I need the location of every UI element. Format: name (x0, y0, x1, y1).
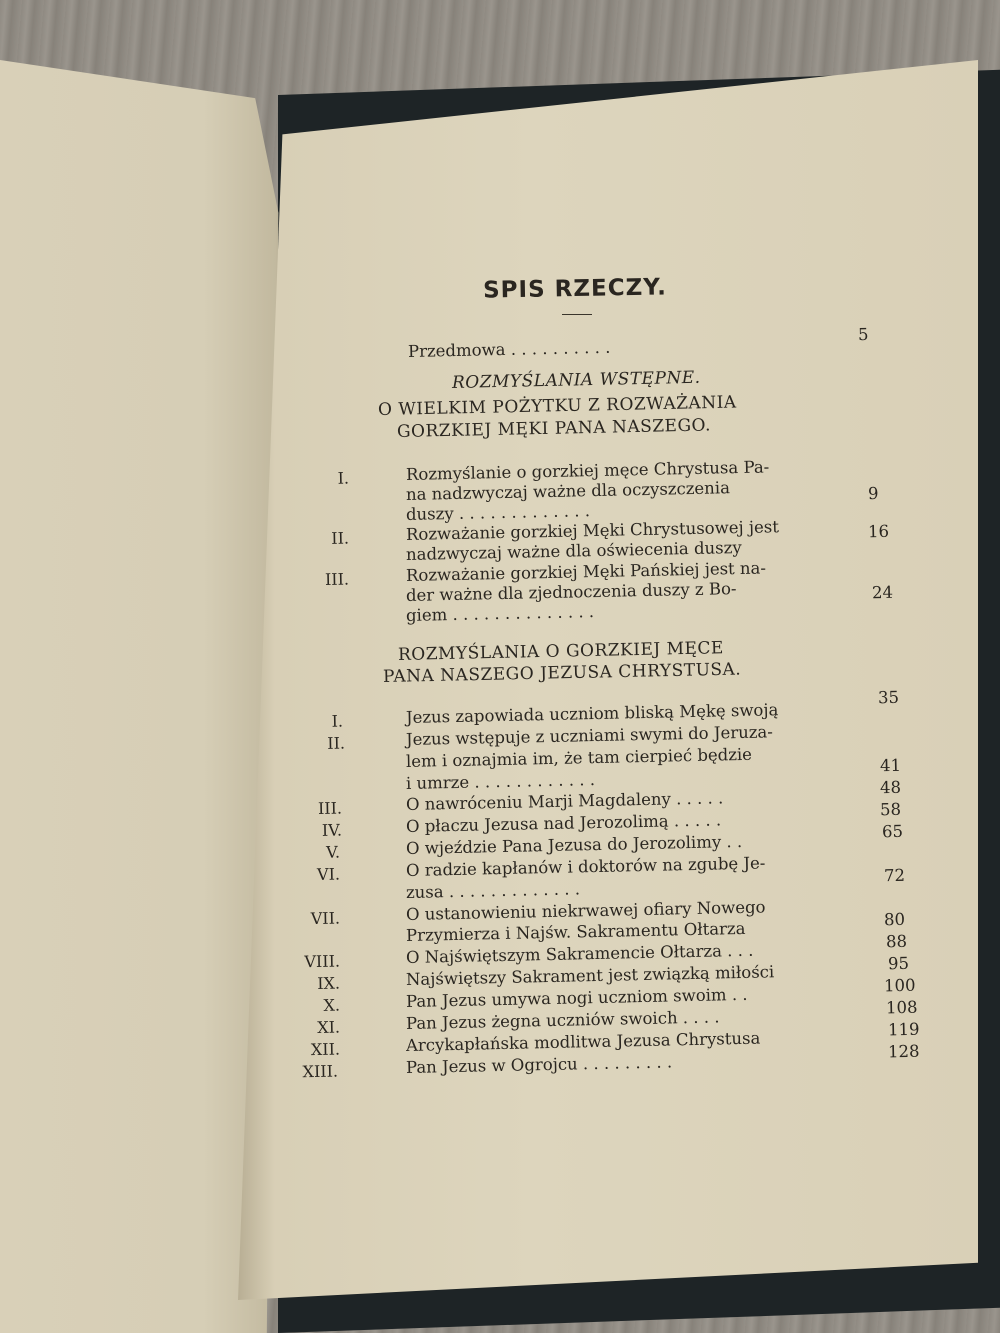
toc-entry-text: lem i oznajmia im, że tam cierpieć będzie (405, 744, 753, 771)
page-title: SPIS RZECZY. (482, 274, 668, 304)
toc-entry-number: IV. (321, 820, 343, 840)
toc-entry-number: III. (324, 569, 350, 589)
toc-entry-text: Pan Jezus żegna uczniów swoich . . . . (405, 1007, 720, 1033)
toc-entry-text: O Najświętszym Sakramencie Ołtarza . . . (405, 940, 754, 967)
toc-entry-page: 41 (879, 755, 902, 776)
toc-entry-page: 35 (877, 687, 900, 708)
toc-entry-text: Pan Jezus w Ogrojcu . . . . . . . . . (405, 1052, 673, 1077)
toc-entry-text: GORZKIEJ MĘKI PANA NASZEGO. (396, 415, 712, 442)
toc-entry-text: zusa . . . . . . . . . . . . . (405, 879, 581, 902)
toc-entry-page: 100 (883, 975, 916, 996)
toc-entry-text: Rozważanie gorzkiej Męki Pańskiej jest na- (405, 558, 767, 585)
toc-entry-number: II. (327, 733, 346, 753)
toc-entry-text: Arcykapłańska modlitwa Jezusa Chrystusa (405, 1028, 761, 1055)
toc-entry-text: O nawróceniu Marji Magdaleny . . . . . (405, 788, 724, 814)
toc-entry-text: O radzie kapłanów i doktorów na zgubę Je- (405, 853, 766, 880)
toc-entry-text: na nadzwyczaj ważne dla oczyszczenia (405, 478, 731, 504)
toc-entry-page: 72 (883, 865, 906, 886)
toc-entry-number: XII. (310, 1039, 341, 1060)
toc-entry-text: O płaczu Jezusa nad Jerozolimą . . . . . (405, 810, 722, 836)
toc-entry-page: 9 (867, 483, 879, 504)
toc-entry-text: Jezus zapowiada uczniom bliską Mękę swoją (405, 700, 779, 727)
toc-entry-number: V. (325, 842, 341, 862)
toc-entry-number: II. (331, 528, 350, 548)
toc-entry-number: I. (331, 711, 344, 731)
toc-entry-text: i umrze . . . . . . . . . . . . (405, 770, 596, 793)
toc-entry-text: O WIELKIM POŻYTKU Z ROZWAŻANIA (377, 392, 737, 420)
toc-entry-text: PANA NASZEGO JEZUSA CHRYSTUSA. (382, 659, 742, 687)
toc-entry-text: Rozmyślanie o gorzkiej męce Chrystusa Pa- (405, 457, 770, 484)
toc-entry-number: X. (323, 995, 341, 1015)
toc-entry-text: ROZMYŚLANIA O GORZKIEJ MĘCE (397, 638, 725, 665)
toc-entry-page: 128 (887, 1041, 920, 1062)
toc-entry-number: XIII. (302, 1061, 339, 1082)
toc-entry-text: nadzwyczaj ważne dla oświecenia duszy (405, 537, 742, 564)
toc-entry-text: Jezus wstępuje z uczniami swymi do Jeruza- (405, 722, 774, 749)
toc-entry-text: giem . . . . . . . . . . . . . . (405, 602, 595, 625)
toc-entry-text: O ustanowieniu niekrwawej ofiary Nowego (405, 897, 766, 924)
toc-entry-text: Przymierza i Najśw. Sakramentu Ołtarza (405, 918, 746, 945)
toc-entry-page: 88 (885, 931, 908, 952)
toc-entry-number: VIII. (304, 951, 341, 972)
toc-entry-number: VI. (316, 864, 341, 884)
toc-entry-text: der ważne dla zjednoczenia duszy z Bo- (405, 579, 737, 605)
toc-entry-page: 108 (885, 997, 918, 1018)
toc-entry-number: IX. (317, 973, 341, 993)
toc-entry-number: I. (337, 468, 350, 488)
toc-entry-page: 65 (881, 821, 904, 842)
toc-entry-text: Rozważanie gorzkiej Męki Chrystusowej jest (405, 517, 780, 544)
toc-entry-text: O wjeździe Pana Jezusa do Jerozolimy . . (405, 831, 743, 858)
toc-entry-text: Przedmowa . . . . . . . . . . (407, 337, 611, 361)
toc-entry-text: duszy . . . . . . . . . . . . . (405, 501, 591, 524)
title-rule (562, 314, 592, 315)
toc-entry-page: 48 (879, 777, 902, 798)
toc-entry-page: 24 (871, 582, 894, 603)
toc-entry-number: VII. (310, 908, 341, 929)
toc-entry-page: 80 (883, 909, 906, 930)
toc-entry-number: XI. (317, 1017, 341, 1037)
toc-entry-page: 95 (887, 953, 910, 974)
toc-entry-page: 58 (879, 799, 902, 820)
toc-entry-text: Pan Jezus umywa nogi uczniom swoim . . (405, 984, 748, 1011)
toc-entry-page: 119 (887, 1019, 920, 1040)
toc-entry-page: 5 (857, 324, 869, 345)
toc-entry-text: ROZMYŚLANIA WSTĘPNE. (451, 367, 701, 393)
toc-entry-text: Najświętszy Sakrament jest związką miłości (405, 962, 775, 989)
toc-entry-number: III. (317, 798, 343, 818)
toc-entry-page: 16 (867, 521, 890, 542)
